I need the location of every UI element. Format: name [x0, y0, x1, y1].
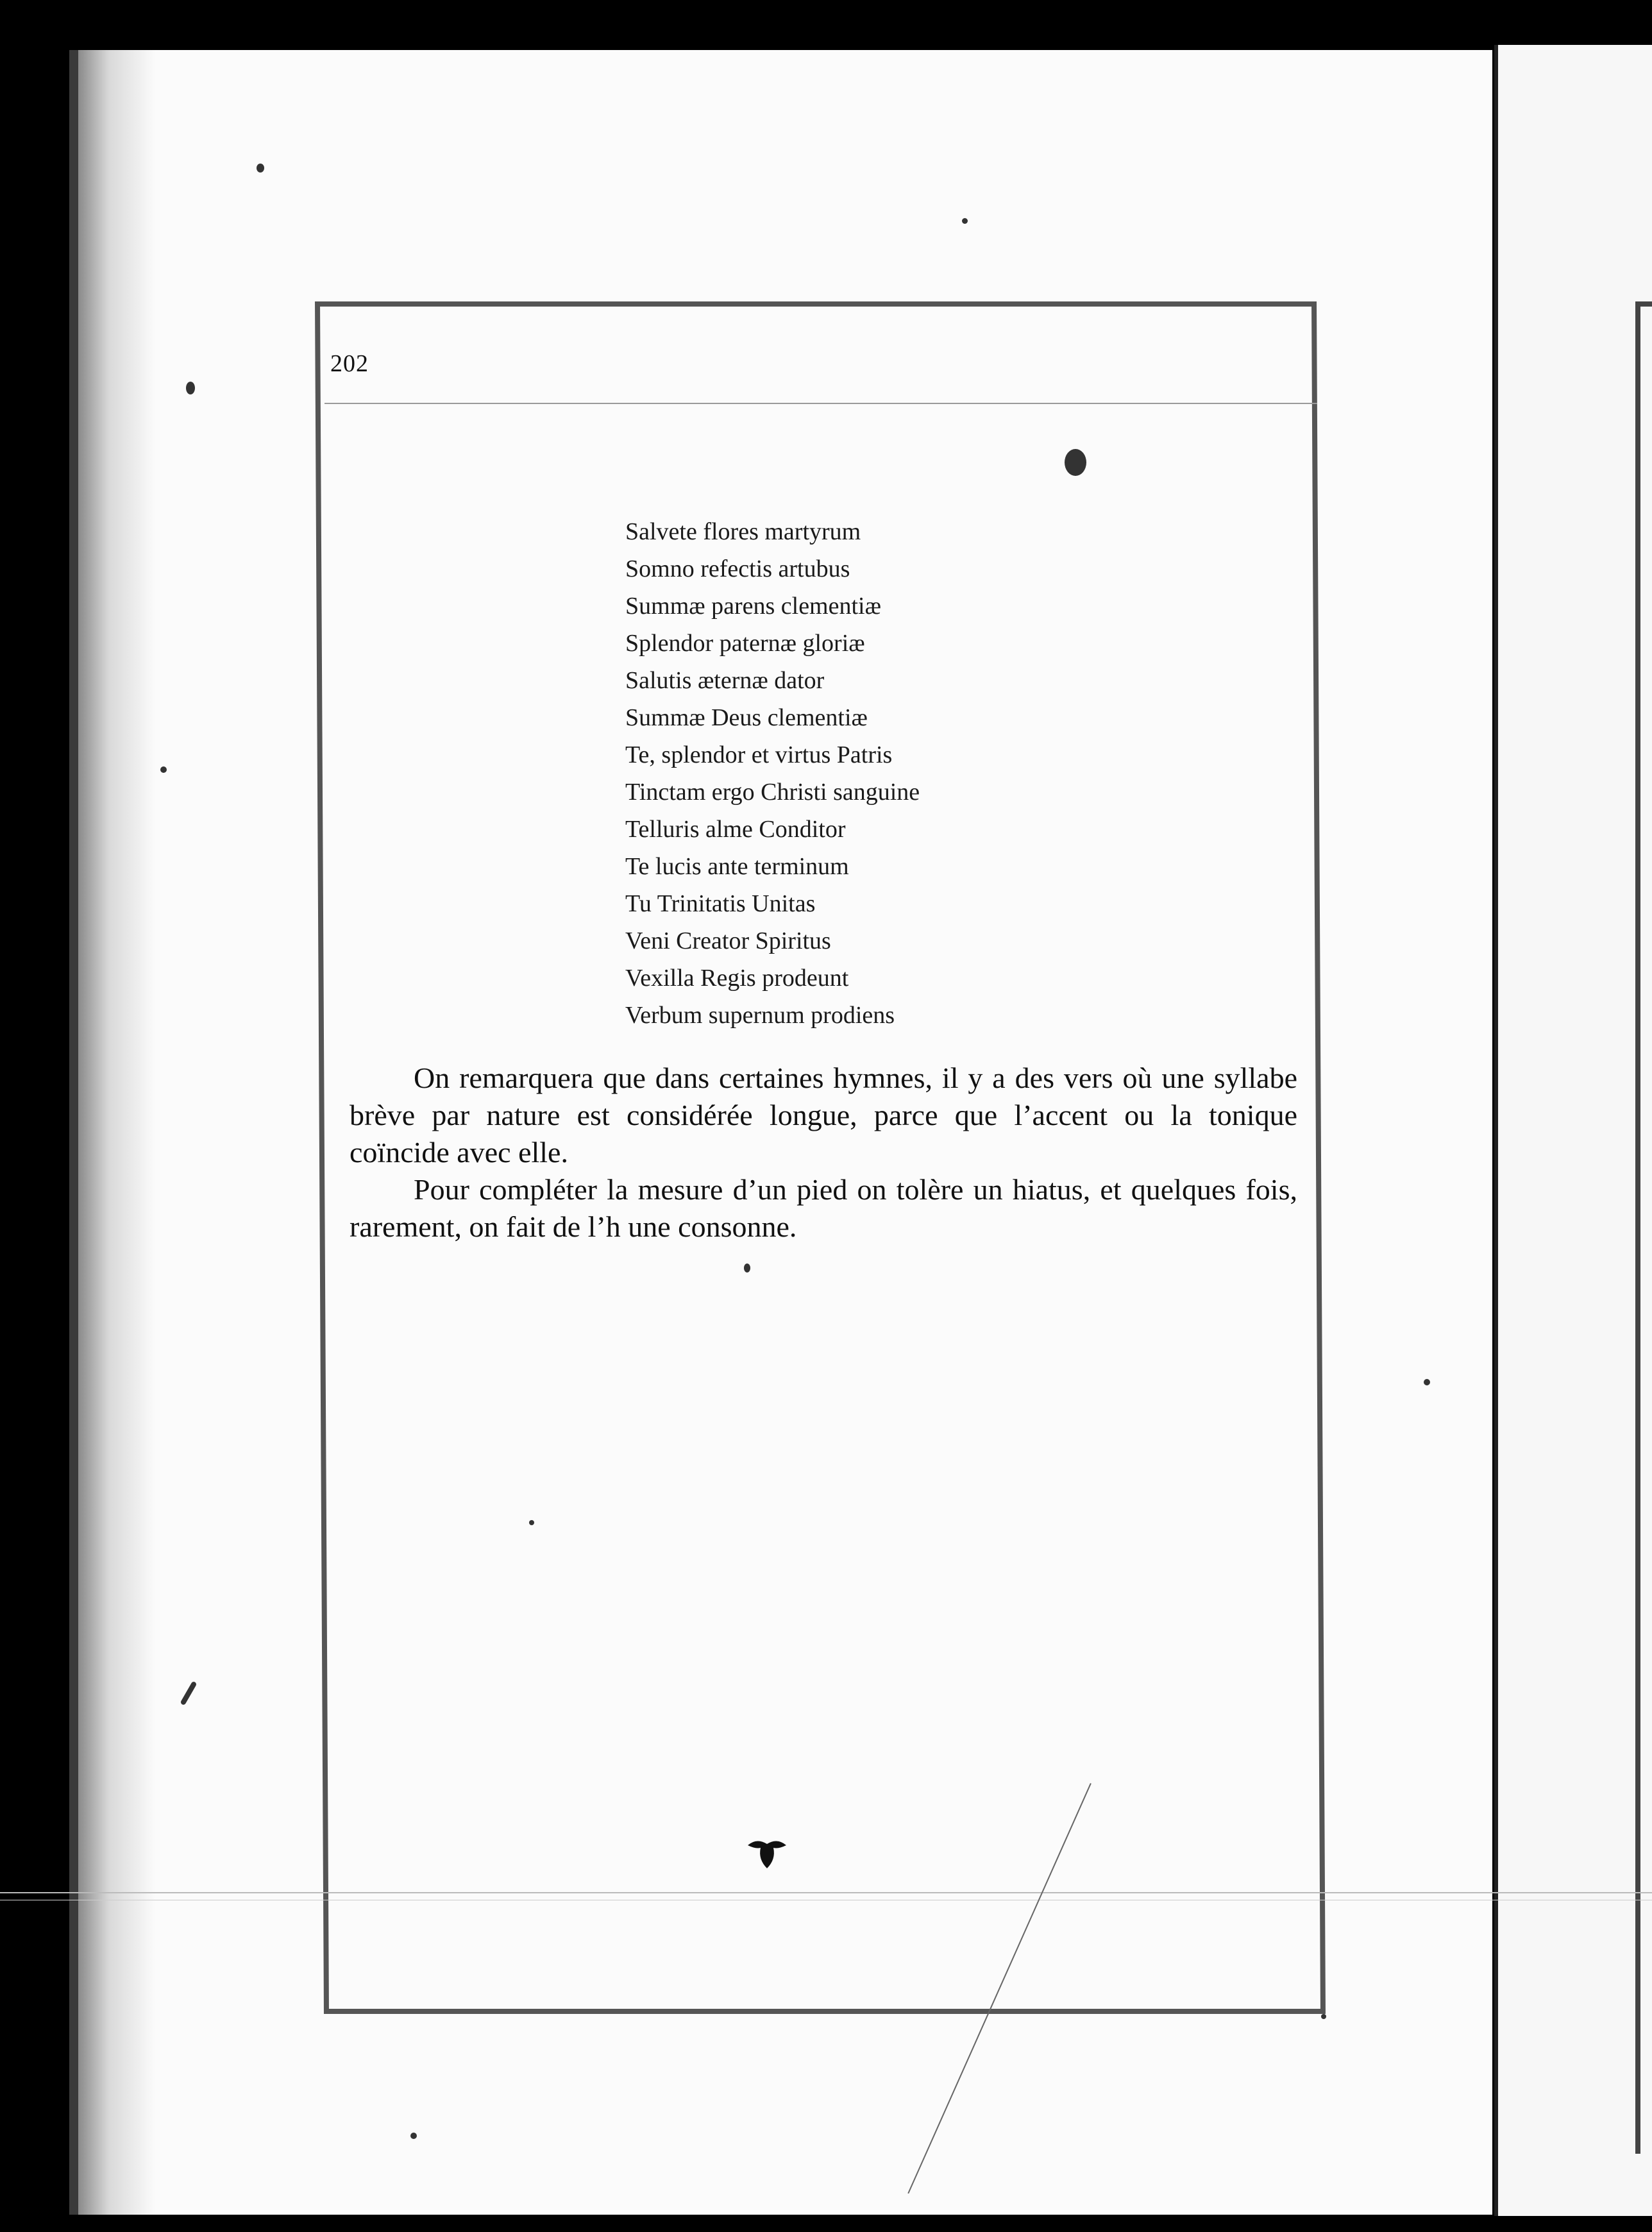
hymn-title: Tinctam ergo Christi sanguine	[625, 779, 920, 806]
fleuron-ornament-icon	[744, 1831, 790, 1870]
scan-line	[0, 1892, 1652, 1893]
hymn-list	[625, 513, 920, 1034]
hymn-title: Vexilla Regis prodeunt	[625, 965, 849, 992]
ink-speck	[1321, 2014, 1326, 2019]
paragraph: On remarquera que dans certaines hymnes, il y a des vers où une syllabe brève par nature est considérée longue, parce que l’accent ou la tonique coïncide avec elle.	[350, 1061, 1297, 1169]
ink-speck	[257, 164, 264, 173]
ink-blot	[1065, 449, 1086, 476]
hymn-title: Salvete flores martyrum	[625, 518, 861, 545]
header-rule	[324, 403, 1317, 404]
hymn-title: Veni Creator Spiritus	[625, 927, 831, 954]
page-number: 202	[330, 350, 369, 377]
body-text	[350, 1060, 1297, 1246]
hymn-title: Verbum supernum prodiens	[625, 1002, 895, 1029]
hymn-title: Summæ parens clementiæ	[625, 593, 881, 620]
ink-speck	[1424, 1379, 1430, 1385]
ink-speck	[744, 1264, 750, 1272]
hymn-title: Telluris alme Conditor	[625, 816, 846, 843]
paragraph: Pour compléter la mesure d’un pied on tolère un hiatus, et quelques fois, rarement, on fait de l’h une consonne.	[350, 1173, 1297, 1243]
adjacent-page-edge	[1494, 45, 1652, 2216]
page-gutter-shadow	[78, 50, 155, 2215]
ink-speck	[962, 218, 968, 224]
hymn-title: Salutis æternæ dator	[625, 667, 825, 694]
ink-speck	[529, 1520, 534, 1525]
hymn-title: Tu Trinitatis Unitas	[625, 890, 816, 917]
ink-speck	[410, 2133, 417, 2139]
hymn-title: Te lucis ante terminum	[625, 853, 849, 880]
hymn-title: Te, splendor et virtus Patris	[625, 741, 893, 768]
ink-speck	[186, 382, 195, 394]
hymn-title: Summæ Deus clementiæ	[625, 704, 868, 731]
hymn-title: Splendor paternæ gloriæ	[625, 630, 865, 657]
hymn-title: Somno refectis artubus	[625, 555, 850, 582]
ink-speck	[160, 766, 167, 773]
adjacent-page-frame	[1635, 301, 1652, 2154]
